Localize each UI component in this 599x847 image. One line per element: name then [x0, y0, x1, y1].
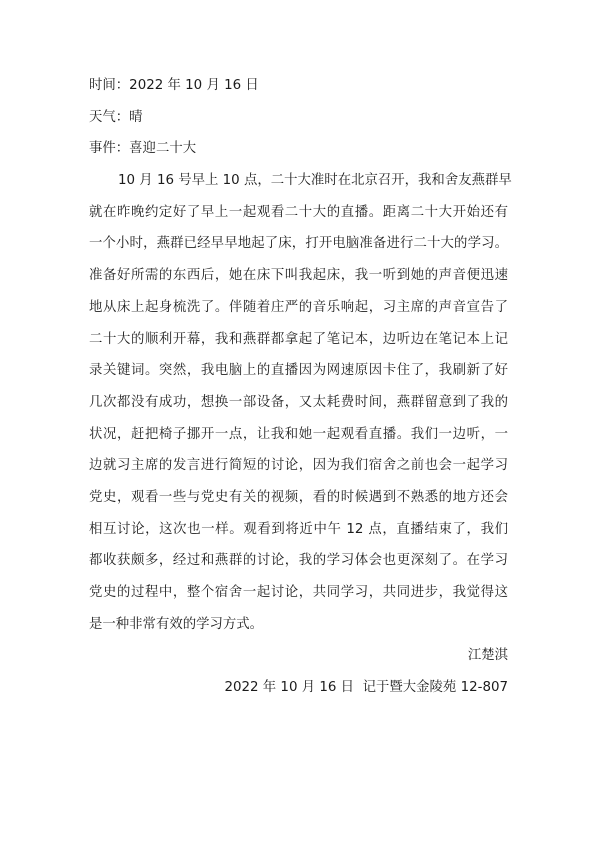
- paragraph-line: 党史的过程中，整个宿舍一起讨论，共同学习，共同进步，我觉得这: [89, 585, 508, 600]
- time-label: 时间：: [89, 78, 130, 93]
- paragraph-line: 几次都没有成功，想换一部设备，又太耗费时间，燕群留意到了我的: [89, 394, 508, 410]
- paragraph-line: 相互讨论，这次也一样。观看到将近中午 12 点，直播结束了，我们: [89, 521, 508, 537]
- paragraph-line: 录关键词。突然，我电脑上的直播因为网速原因卡住了，我刷新了好: [89, 363, 508, 379]
- event-value: 喜迎二十大: [129, 141, 197, 157]
- author-name: 江楚淇: [467, 648, 508, 664]
- time-value: 2022 年 10 月 16 日: [129, 78, 259, 93]
- time-line: [89, 70, 508, 102]
- event-line: [89, 133, 508, 165]
- event-label: 事件：: [89, 141, 130, 157]
- paragraph-line: 边就习主席的发言进行简短的讨论，因为我们宿舍之前也会一起学习: [89, 458, 508, 474]
- paragraph-line: 10 月 16 号早上 10 点，二十大准时在北京召开，我和舍友燕群早: [118, 173, 512, 189]
- paragraph-line: 准备好所需的东西后，她在床下叫我起床，我一听到她的声音便迅速: [89, 268, 508, 284]
- date-and-place: 2022 年 10 月 16 日 记于暨大金陵苑 12-807: [224, 680, 508, 696]
- paragraph-line: 都收获颇多，经过和燕群的讨论，我的学习体会也更深刻了。在学习: [89, 553, 508, 569]
- paragraph-line: 一个小时，燕群已经早早地起了床，打开电脑准备进行二十大的学习。: [89, 236, 508, 252]
- paragraph-line: 二十大的顺利开幕，我和燕群都拿起了笔记本，边听边在笔记本上记: [89, 331, 508, 347]
- paragraph-line: 是一种非常有效的学习方式。: [89, 616, 264, 632]
- weather-value: 晴: [129, 109, 143, 125]
- paragraph-line: 党史，观看一些与党史有关的视频，看的时候遇到不熟悉的地方还会: [89, 489, 508, 505]
- weather-line: [89, 102, 508, 134]
- diary-content: [89, 70, 512, 704]
- weather-label: 天气：: [89, 109, 130, 125]
- diary-paragraph: [89, 165, 512, 640]
- paragraph-line: 地从床上起身梳洗了。伴随着庄严的音乐响起，习主席的声音宣告了: [89, 299, 508, 315]
- paragraph-line: 就在昨晚约定好了早上一起观看二十大的直播。距离二十大开始还有: [89, 204, 508, 220]
- paragraph-line: 状况，赶把椅子挪开一点，让我和她一起观看直播。我们一边听，一: [89, 426, 508, 442]
